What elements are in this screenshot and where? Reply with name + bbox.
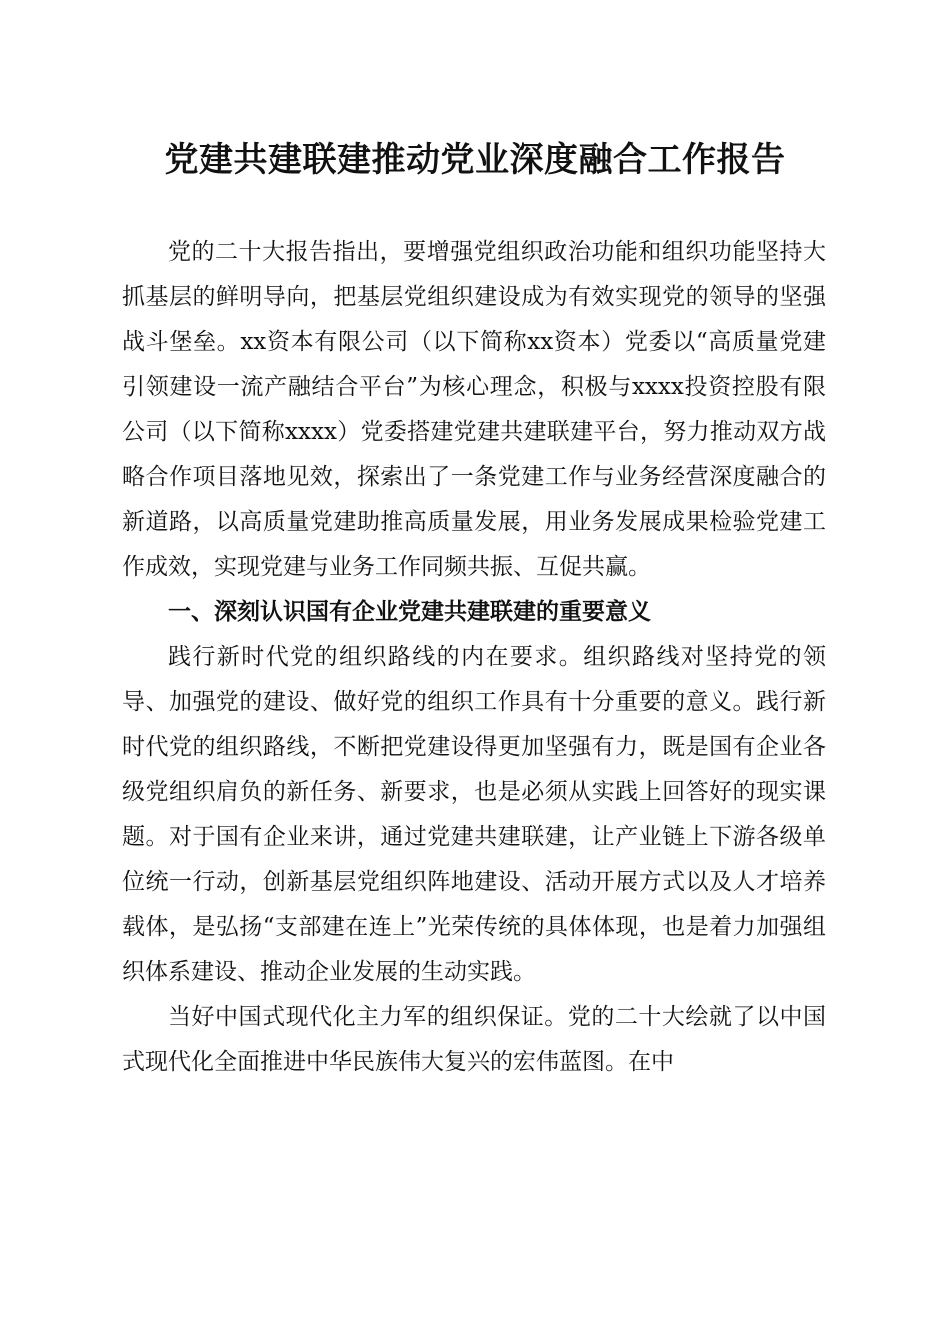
document-title: 党建共建联建推动党业深度融合工作报告 [164, 140, 786, 180]
section-heading: 一、深刻认识国有企业党建共建联建的重要意义 [168, 599, 651, 625]
document-body [122, 230, 826, 1085]
intro-paragraph: 党的二十大报告指出，要增强党组织政治功能和组织功能坚持大抓基层的鲜明导向，把基层党组织建设成为有效实现党的领导的坚强战斗堡垒。xx资本有限公司（以下简称xx资本）党委以“高质量党建引领建设一流产融结合平台”为核心理念，积极与xxxx投资控股有限公司（以下简称xxxx）党委搭建党建共建联建平台，努力推动双方战略合作项目落地见效，探索出了一条党建工作与业务经营深度融合的新道路，以高质量党建助推高质量发展，用业务发展成果检验党建工作成效，实现党建与业务工作同频共振、互促共赢。 [122, 239, 826, 580]
body-paragraph: 当好中国式现代化主力军的组织保证。党的二十大绘就了以中国式现代化全面推进中华民族伟大复兴的宏伟蓝图。在中 [122, 1004, 826, 1075]
body-paragraph: 践行新时代党的组织路线的内在要求。组织路线对坚持党的领导、加强党的建设、做好党的组织工作具有十分重要的意义。践行新时代党的组织路线，不断把党建设得更加坚强有力，既是国有企业各级党组织肩负的新任务、新要求，也是必须从实践上回答好的现实课题。对于国有企业来讲，通过党建共建联建，让产业链上下游各级单位统一行动，创新基层党组织阵地建设、活动开展方式以及人才培养载体，是弘扬“支部建在连上”光荣传统的具体体现，也是着力加强组织体系建设、推动企业发展的生动实践。 [122, 644, 826, 985]
